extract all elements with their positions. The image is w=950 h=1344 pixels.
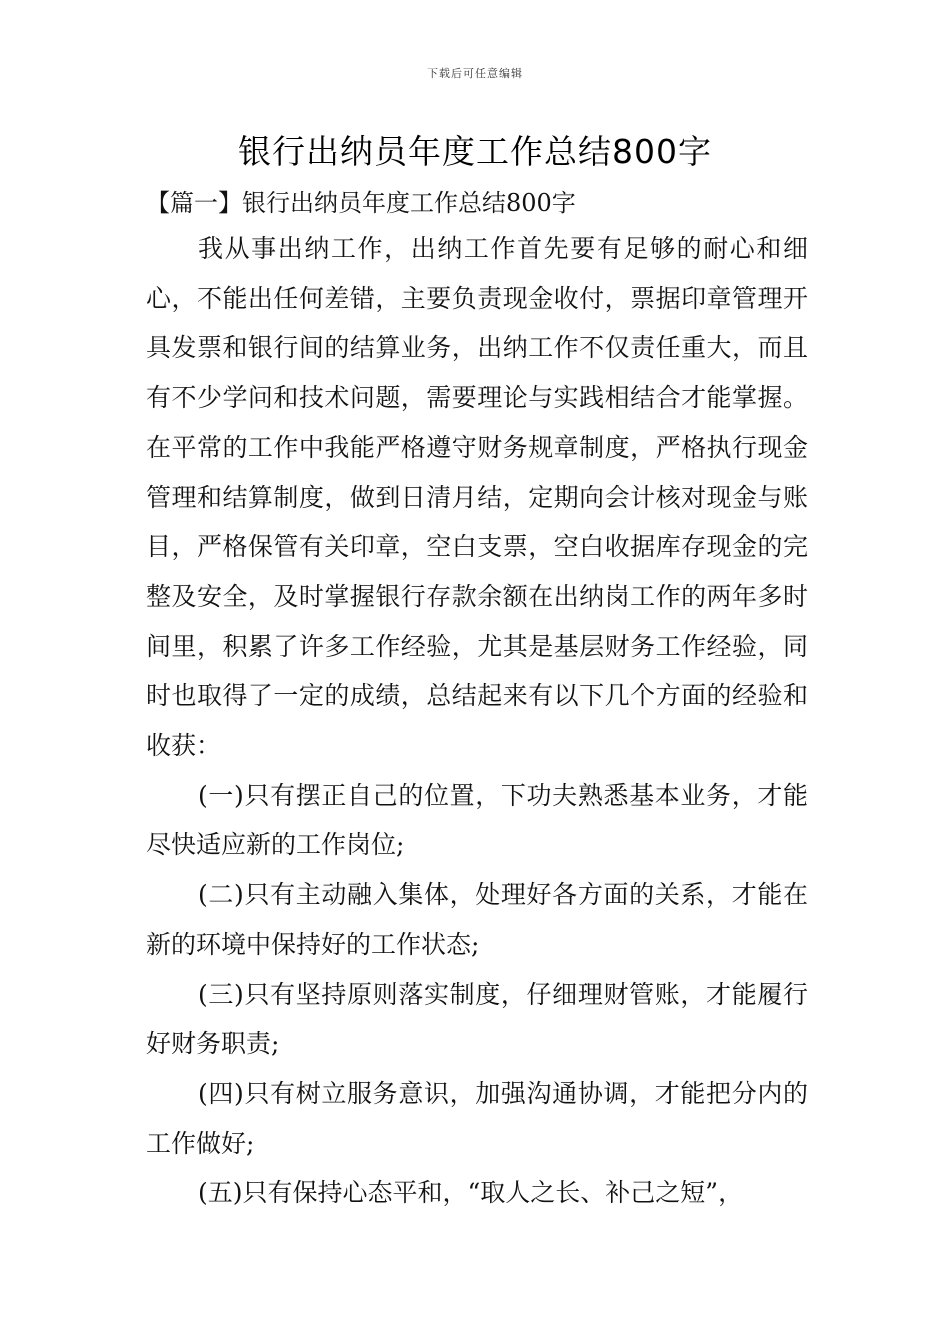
paragraph-item-1: (一)只有摆正自己的位置，下功夫熟悉基本业务，才能尽快适应新的工作岗位; [146,780,808,860]
document-title: 银行出纳员年度工作总结800字 [238,132,712,171]
paragraph-item-3: (三)只有坚持原则落实制度，仔细理财管账，才能履行好财务职责; [146,979,808,1059]
paragraph-item-4: (四)只有树立服务意识，加强沟通协调，才能把分内的工作做好; [146,1078,808,1158]
paragraph-intro: 我从事出纳工作，出纳工作首先要有足够的耐心和细心，不能出任何差错，主要负责现金收付，票据印章管理开具发票和银行间的结算业务，出纳工作不仅责任重大，而且有不少学问和技术问题，需要理论与实践相结合才能掌握。在平常的工作中我能严格遵守财务规章制度，严格执行现金管理和结算制度，做到日清月结，定期向会计核对现金与账目，严格保管有关印章，空白支票，空白收据库存现金的完整及安全，及时掌握银行存款余额在出纳岗工作的两年多时间里，积累了许多工作经验，尤其是基层财务工作经验，同时也取得了一定的成绩，总结起来有以下几个方面的经验和收获： [146,234,808,761]
document-body [146,224,808,1218]
paragraph-item-2: (二)只有主动融入集体，处理好各方面的关系，才能在新的环境中保持好的工作状态; [146,880,808,959]
page-header-note: 下载后可任意编辑 [427,67,523,80]
paragraph-item-5: (五)只有保持心态平和，“取人之长、补己之短”， [198,1178,744,1208]
section-heading: 【篇一】银行出纳员年度工作总结800字 [146,189,576,217]
